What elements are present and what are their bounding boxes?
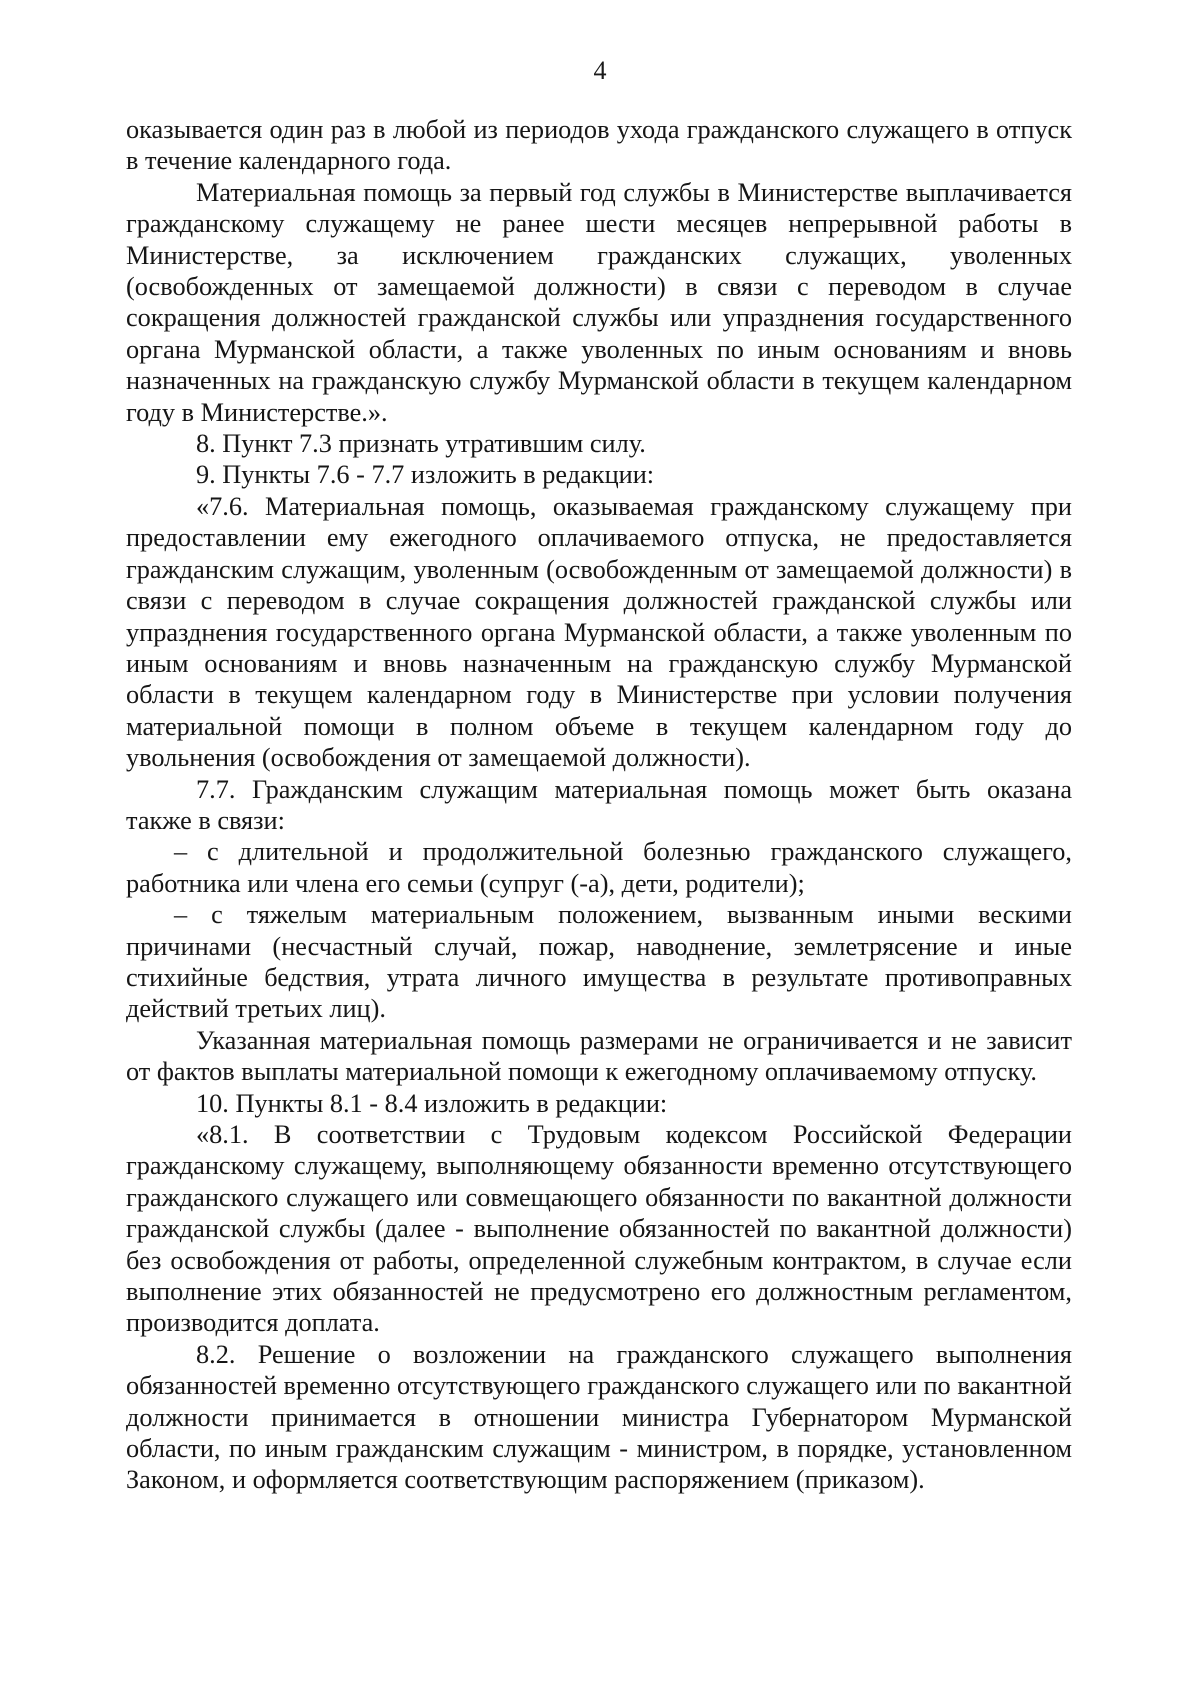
paragraph: Указанная материальная помощь размерами не ограничивается и не зависит от фактов выплаты материальной помощи к ежегодному оплачиваемому отпуску. [126,1025,1072,1087]
paragraph: «8.1. В соответствии с Трудовым кодексом Российской Федерации гражданскому служащему, выполняющему обязанности временно отсутствующего гражданского служащего или совмещающего обязанности по вакантной должности гражданской службы (далее - выполнение обязанностей по вакантной должности) без освобождения от работы, определенной служебным контрактом, в случае если выполнение этих обязанностей не предусмотрено его должностным регламентом, производится доплата. [126,1120,1072,1338]
paragraph: «7.6. Материальная помощь, оказываемая гражданскому служащему при предоставлении ему ежегодного оплачиваемого отпуска, не предоставляется гражданским служащим, уволенным (освобожденным от замещаемой должности) в связи с переводом в случае сокращения должностей гражданской службы или упразднения государственного органа Мурманской области, а также уволенным по иным основаниям и вновь назначенным на гражданскую службу Мурманской области в текущем календарном году в Министерстве при условии получения материальной помощи в полном объеме в текущем календарном году до увольнения (освобождения от замещаемой должности). [126,491,1072,773]
paragraph: Материальная помощь за первый год службы в Министерстве выплачивается гражданскому служащему не ранее шести месяцев непрерывной работы в Министерстве, за исключением гражданских служащих, уволенных (освобожденных от замещаемой должности) в связи с переводом в случае сокращения должностей гражданской службы или упразднения государственного органа Мурманской области, а также уволенных по иным основаниям и вновь назначенных на гражданскую службу Мурманской области в текущем календарном году в Министерстве.». [126,177,1072,427]
paragraph: 8.2. Решение о возложении на гражданского служащего выполнения обязанностей временно отсутствующего гражданского служащего или по вакантной должности принимается в отношении министра Губернатором Мурманской области, по иным гражданским служащим - министром, в порядке, установленном Законом, и оформляется соответствующим распоряжением (приказом). [126,1339,1072,1495]
paragraph: 8. Пункт 7.3 признать утратившим силу. [196,429,646,459]
list-item: – с длительной и продолжительной болезнью гражданского служащего, работника или члена его семьи (супруг (-а), дети, родители); [126,837,1072,898]
list-item: – с тяжелым материальным положением, вызванным иными вескими причинами (несчастный случай, пожар, наводнение, землетрясение и иные стихийные бедствия, утрата личного имущества в результате противоправных действий третьих лиц). [126,900,1072,1024]
paragraph: 9. Пункты 7.6 - 7.7 изложить в редакции: [196,460,655,490]
document-body [126,114,1072,1496]
page-number: 4 [593,56,607,85]
paragraph: 10. Пункты 8.1 - 8.4 изложить в редакции: [196,1088,668,1118]
paragraph: оказывается один раз в любой из периодов ухода гражданского служащего в отпуск в течение календарного года. [126,115,1072,176]
paragraph: 7.7. Гражданским служащим материальная помощь может быть оказана также в связи: [126,774,1072,835]
